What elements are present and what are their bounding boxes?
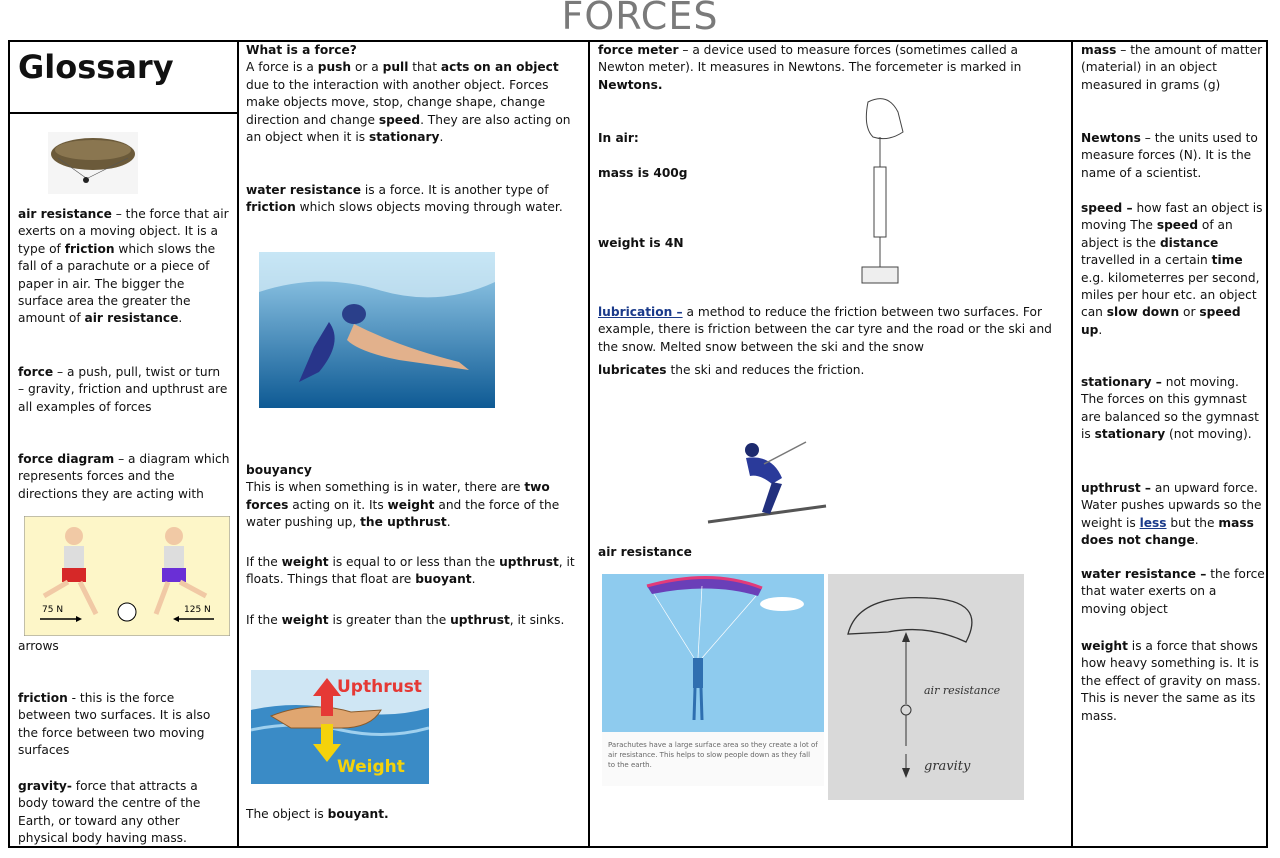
force-label-left: 75 N — [42, 605, 64, 615]
def-force: force – a push, pull, twist or turn – gravity, friction and upthrust are all examples of forces — [18, 365, 228, 414]
in-air-heading: In air: — [598, 131, 639, 145]
column-definitions — [1073, 42, 1268, 846]
glossary-heading-box — [10, 42, 237, 114]
glossary-grid — [8, 40, 1268, 848]
column-force-meter — [590, 42, 1073, 846]
page-title: FORCES — [561, 0, 719, 38]
floating-object-image — [251, 670, 429, 784]
weight-label: Weight — [337, 757, 405, 777]
football-diagram — [24, 516, 230, 636]
def-gravity: gravity- force that attracts a body toward the centre of the Earth, or toward any other physical body having mass. — [18, 779, 201, 846]
bouyancy-heading: bouyancy — [246, 463, 312, 477]
parachutist-image — [602, 574, 824, 732]
upthrust-label: Upthrust — [337, 677, 422, 697]
parachutist-panel — [602, 574, 824, 786]
what-is-force: What is a force? A force is a push or a pull that acts on an object due to the interaction with another object. Forces make objects move, stop, change shape, change direction and change speed. They are also acting on an object when it is stationary. — [246, 43, 571, 145]
lubricates-text: lubricates the ski and reduces the friction. — [598, 363, 865, 377]
force-label-right: 125 N — [184, 605, 211, 615]
force-diagram-arrows: arrows — [18, 639, 59, 653]
def-stationary: stationary – not moving. The forces on this gymnast are balanced so the gymnast is stationary (not moving). — [1081, 375, 1259, 442]
skier-image — [702, 438, 828, 530]
sinks-text: If the weight is greater than the upthrust, it sinks. — [246, 613, 565, 627]
def-upthrust: upthrust – an upward force. Water pushes upwards so the weight is less but the mass does not change. — [1081, 481, 1262, 548]
swimmer-image — [259, 252, 495, 408]
water-resistance-text: water resistance is a force. It is another type of friction which slows objects moving through water. — [246, 183, 563, 215]
sketch-air-resistance-label: air resistance — [924, 684, 1001, 697]
object-bouyant-text: The object is bouyant. — [246, 807, 389, 821]
parachute-caption: Parachutes have a large surface area so they create a lot of air resistance. This helps to slow people down as they fall to the earth. — [608, 741, 818, 769]
sketch-gravity-label: gravity — [924, 759, 971, 774]
parachute-sketch — [828, 574, 1024, 800]
weight-reading: weight is 4N — [598, 236, 684, 250]
force-meter-image — [828, 92, 928, 292]
def-mass: mass – the amount of matter (material) in an object measured in grams (g) — [1081, 43, 1263, 92]
def-speed: speed – how fast an object is moving The speed of an abject is the distance travelled in a certain time e.g. kilometerres per second, miles per hour etc. an object can slow down or speed up. — [1081, 201, 1263, 337]
def-force-meter: force meter – a device used to measure forces (sometimes called a Newton meter). It measures in Newtons. The forcemeter is marked in Newtons. — [598, 43, 1022, 92]
what-is-force-heading: What is a force? — [246, 43, 357, 57]
column-glossary — [10, 42, 239, 846]
def-lubrication: lubrication – a method to reduce the friction between two surfaces. For example, there is friction between the car tyre and the road or the ski and the snow. Melted snow between the ski and the snow — [598, 305, 1052, 354]
bouyancy-text: bouyancy This is when something is in water, there are two forces acting on it. Its weight and the force of the water pushing up, the upthrust. — [246, 463, 560, 530]
floats-text: If the weight is equal to or less than the upthrust, it floats. Things that float are buoyant. — [246, 555, 575, 587]
def-air-resistance: air resistance – the force that air exerts on a moving object. It is a type of friction which slows the fall of a parachute or a piece of paper in air. The bigger the surface area the greater the amount of air resistance. — [18, 207, 229, 326]
mass-reading: mass is 400g — [598, 166, 688, 180]
glossary-heading: Glossary — [18, 48, 174, 86]
def-newtons: Newtons – the units used to measure forces (N). It is the name of a scientist. — [1081, 131, 1258, 180]
def-water-resistance: water resistance – the force that water exerts on a moving object — [1081, 567, 1265, 616]
parachute-icon — [48, 132, 138, 194]
def-friction: friction - this is the force between two surfaces. It is also the force between two moving surfaces — [18, 691, 211, 758]
def-weight: weight is a force that shows how heavy something is. It is the effect of gravity on mass. This is never the same as its mass. — [1081, 639, 1261, 723]
air-resistance-heading: air resistance — [598, 545, 692, 559]
column-what-is-force — [239, 42, 590, 846]
def-force-diagram: force diagram – a diagram which represents forces and the directions they are acting with — [18, 452, 230, 501]
